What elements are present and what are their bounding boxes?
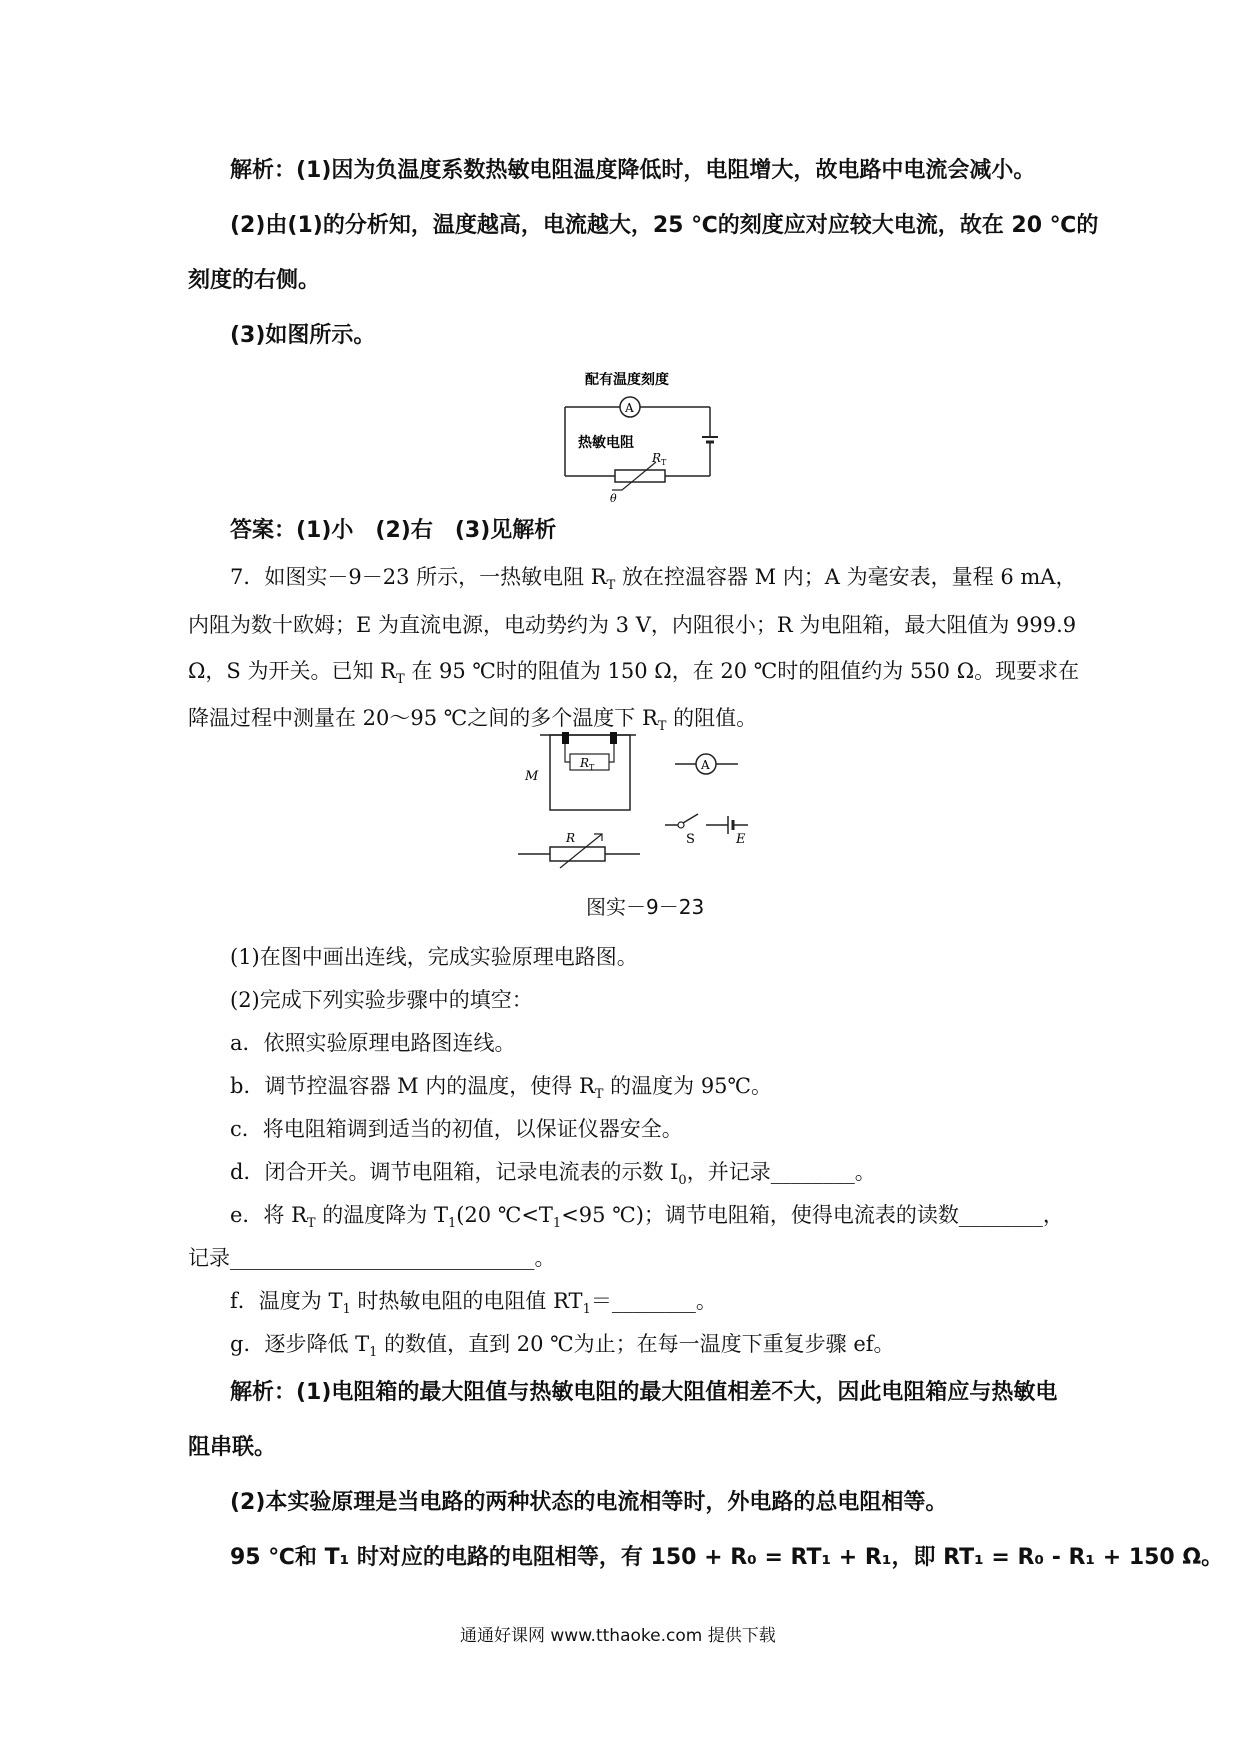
- problem7-l4-sub: T: [657, 719, 667, 735]
- problem7-l3-sub: T: [395, 672, 405, 688]
- analysis7-line-3: 95 ℃和 T₁ 时对应的电路的电阻相等，有 150 + R₀ = RT₁ + R₁，即 RT₁ = R₀ - R₁ + 150 Ω。: [230, 1545, 1224, 1570]
- step-e-rest2: <95 ℃)；调节电阻箱，使得电流表的读数________，: [561, 1203, 1064, 1227]
- step-f: [230, 1291, 717, 1316]
- problem7-l3: Ω，S 为开关。已知 R: [188, 659, 396, 683]
- theta-label: θ: [610, 492, 617, 505]
- problem7-line-1: [230, 567, 1076, 592]
- problem7-l4: 降温过程中测量在 20～95 ℃之间的多个温度下 R: [188, 706, 658, 730]
- step-f-rest2: ＝________。: [590, 1289, 717, 1313]
- problem7-line-3: [188, 661, 1079, 686]
- step-d: [230, 1162, 876, 1187]
- step-a: a．依照实验原理电路图连线。: [230, 1031, 516, 1055]
- question-2: (2)完成下列实验步骤中的填空：: [230, 988, 533, 1012]
- step-g-text: g．逐步降低 T: [230, 1332, 370, 1356]
- page-footer: 通通好课网 www.tthaoke.com 提供下载: [460, 1626, 776, 1646]
- fig2-rt-label: R: [580, 756, 590, 770]
- step-b-sub: T: [594, 1087, 604, 1103]
- step-d-sub: 0: [678, 1173, 687, 1189]
- step-e-sub2: 1: [447, 1216, 457, 1232]
- step-b: [230, 1076, 772, 1101]
- question-1: (1)在图中画出连线，完成实验原理电路图。: [230, 945, 638, 969]
- analysis-line-3: (3)如图所示。: [230, 323, 376, 348]
- step-e-mid: 的温度降为 T: [315, 1203, 448, 1227]
- step-c: c．将电阻箱调到适当的初值，以保证仪器安全。: [230, 1117, 683, 1141]
- answer-line: 答案：(1)小 (2)右 (3)见解析: [230, 518, 557, 543]
- container-m-icon: [550, 735, 630, 810]
- step-f-rest: 时热敏电阻的电阻值 RT: [350, 1289, 583, 1313]
- step-e-rest: (20 ℃<T: [456, 1203, 553, 1227]
- analysis-line-2a: (2)由(1)的分析知，温度越高，电流越大，25 ℃的刻度应对应较大电流，故在 20 ℃的: [230, 213, 1099, 238]
- rt-sub: T: [661, 458, 667, 467]
- answer-circuit-diagram: [560, 372, 730, 507]
- problem7-line-2: 内阻为数十欧姆；E 为直流电源，电动势约为 3 V，内阻很小；R 为电阻箱，最大阻值为 999.9: [188, 613, 1077, 637]
- step-g: [230, 1334, 895, 1359]
- step-g-rest: 的数值，直到 20 ℃为止；在每一温度下重复步骤 ef。: [377, 1332, 895, 1356]
- analysis7-line-1b: 阻串联。: [188, 1435, 277, 1460]
- step-e-sub3: 1: [552, 1216, 562, 1232]
- analysis7-line-2: (2)本实验原理是当电路的两种状态的电流相等时，外电路的总电阻相等。: [230, 1490, 948, 1515]
- figure1-label-top: 配有温度刻度: [585, 372, 669, 388]
- figure-caption: 图实－9－23: [586, 895, 705, 919]
- fig2-e-label: E: [736, 832, 746, 847]
- analysis7-line-1a: 解析：(1)电阻箱的最大阻值与热敏电阻的最大阻值相差不大，因此电阻箱应与热敏电: [230, 1380, 1058, 1405]
- fig2-s-label: S: [686, 832, 695, 847]
- rt-label: R: [652, 451, 662, 465]
- step-b-rest: 的温度为 95℃。: [603, 1074, 773, 1098]
- analysis-line-1: 解析：(1)因为负温度系数热敏电阻温度降低时，电阻增大，故电路中电流会减小。: [230, 158, 1036, 183]
- step-d-text: d．闭合开关。调节电阻箱，记录电流表的示数 I: [230, 1160, 679, 1184]
- step-e-text: e．将 R: [230, 1203, 307, 1227]
- problem7-l4-rest: 的阻值。: [666, 706, 758, 730]
- step-f-sub2: 1: [582, 1302, 591, 1318]
- fig2-r-label: R: [566, 831, 576, 845]
- step-e: [230, 1205, 1064, 1230]
- step-e-2: 记录_____________________________。: [188, 1246, 556, 1270]
- step-g-sub: 1: [369, 1345, 378, 1361]
- figure1-label-resistor: 热敏电阻: [578, 435, 634, 451]
- problem7-l1-sub: T: [606, 578, 616, 594]
- ammeter-label: A: [625, 401, 634, 415]
- fig2-rt-sub: T: [589, 763, 595, 772]
- problem7-l3-rest: 在 95 ℃时的阻值为 150 Ω，在 20 ℃时的阻值约为 550 Ω。现要求在: [404, 659, 1080, 683]
- thermistor-icon: [615, 470, 665, 482]
- step-d-rest: ，并记录________。: [686, 1160, 876, 1184]
- experiment-components-diagram: [510, 730, 760, 875]
- problem7-l1-rest: 放在控温容器 M 内；A 为毫安表，量程 6 mA，: [615, 565, 1077, 589]
- analysis-line-2b: 刻度的右侧。: [188, 268, 321, 293]
- fig2-m-label: M: [525, 769, 539, 784]
- step-e-sub: T: [306, 1216, 316, 1232]
- step-b-text: b．调节控温容器 M 内的温度，使得 R: [230, 1074, 595, 1098]
- step-f-text: f．温度为 T: [230, 1289, 343, 1313]
- fig2-ammeter-label: A: [701, 758, 710, 772]
- problem7-l1: 7．如图实－9－23 所示，一热敏电阻 R: [230, 565, 607, 589]
- step-f-sub: 1: [342, 1302, 351, 1318]
